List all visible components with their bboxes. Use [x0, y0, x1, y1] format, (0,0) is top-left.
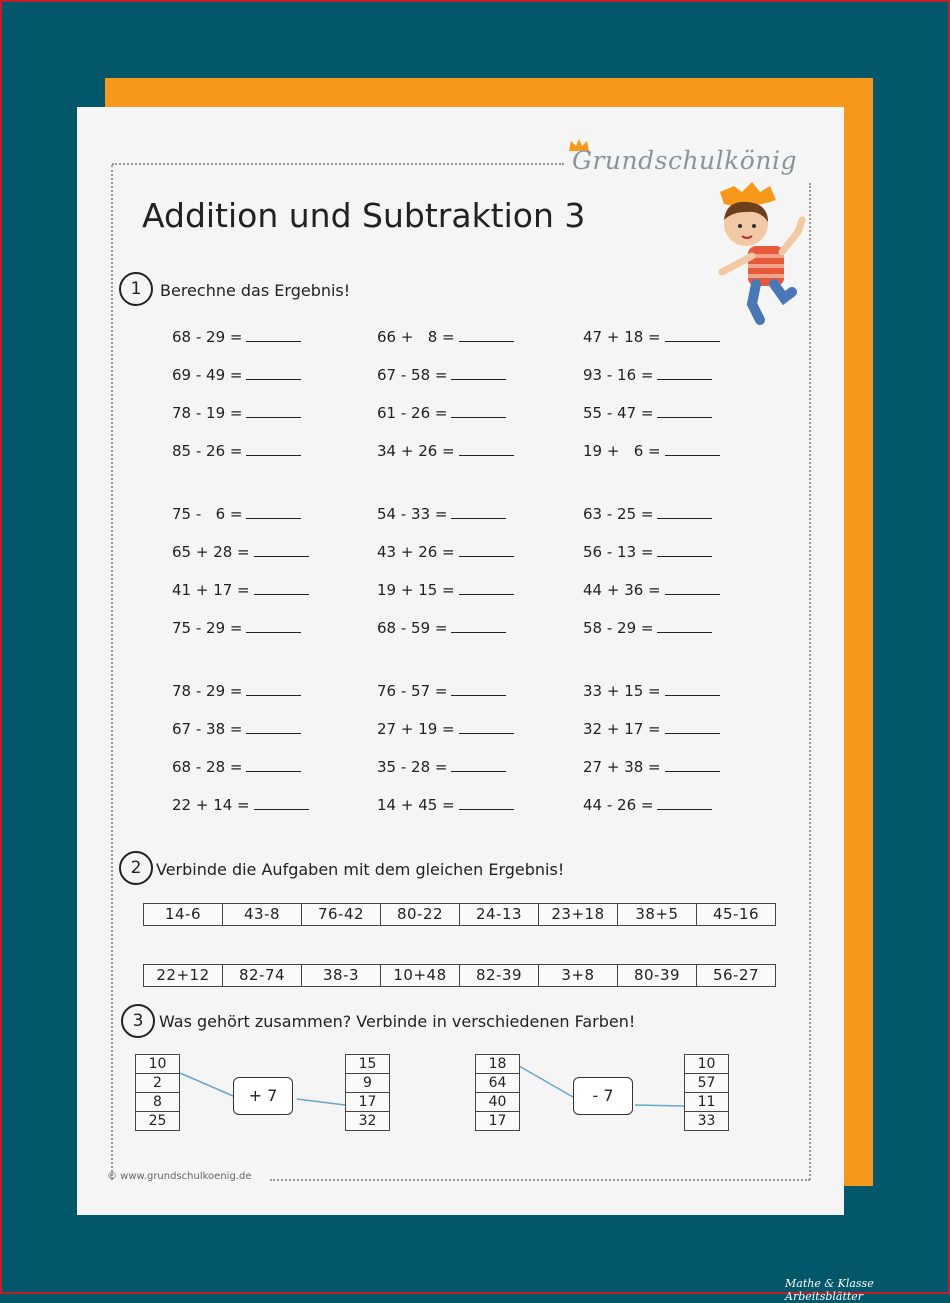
equation-text: 85 - 26 =: [172, 442, 243, 460]
task-number-3: 3: [121, 1004, 155, 1038]
strip-top-cell[interactable]: 24-13: [460, 904, 539, 925]
match-left-inputs: [135, 1054, 180, 1131]
equation-text: 33 + 15 =: [583, 682, 661, 700]
strip-bottom-cell[interactable]: 38-3: [302, 965, 381, 986]
equation-text: 47 + 18 =: [583, 328, 661, 346]
strip-bottom-cell[interactable]: 10+48: [381, 965, 460, 986]
equation-text: 56 - 13 =: [583, 543, 654, 561]
match-left-outputs: [345, 1054, 390, 1131]
match-cell[interactable]: 2: [136, 1074, 179, 1093]
equation-text: 65 + 28 =: [172, 543, 250, 561]
equation-text: 35 - 28 =: [377, 758, 448, 776]
match-cell[interactable]: 33: [697, 1113, 716, 1129]
match-cell[interactable]: 17: [488, 1113, 507, 1129]
match-cell[interactable]: 18: [476, 1055, 519, 1074]
equation-text: 68 - 59 =: [377, 619, 448, 637]
equation-text: 43 + 26 =: [377, 543, 455, 561]
match-cell[interactable]: 40: [476, 1093, 519, 1112]
equation-text: 58 - 29 =: [583, 619, 654, 637]
strip-bottom-cell[interactable]: 22+12: [144, 965, 223, 986]
equation-text: 34 + 26 =: [377, 442, 455, 460]
strip-top-cell[interactable]: 76-42: [302, 904, 381, 925]
strip-top-cell[interactable]: 80-22: [381, 904, 460, 925]
operator-box-minus: - 7: [573, 1077, 633, 1115]
strip-top-cell[interactable]: 45-16: [712, 905, 760, 923]
connector-line: [635, 1105, 684, 1106]
equation-text: 19 + 15 =: [377, 581, 455, 599]
equation-text: 19 + 6 =: [583, 442, 661, 460]
match-cell[interactable]: 9: [346, 1074, 389, 1093]
connector-line: [519, 1066, 573, 1097]
source-credit: Mathe & Klasse Arbeitsblätter: [785, 1277, 874, 1303]
equation-text: 68 - 29 =: [172, 328, 243, 346]
match-cell[interactable]: 32: [358, 1113, 377, 1129]
brand-logo: Grundschulkönig: [572, 146, 797, 175]
connector-line: [297, 1099, 345, 1105]
footer-url[interactable]: © www.grundschulkoenig.de: [107, 1171, 252, 1182]
equation-text: 67 - 58 =: [377, 366, 448, 384]
equation-text: 54 - 33 =: [377, 505, 448, 523]
equation-text: 27 + 38 =: [583, 758, 661, 776]
match-cell[interactable]: 10: [685, 1055, 728, 1074]
equation-text: 68 - 28 =: [172, 758, 243, 776]
match-cell[interactable]: 17: [346, 1093, 389, 1112]
equation-text: 69 - 49 =: [172, 366, 243, 384]
connector-line: [180, 1073, 233, 1096]
match-cell[interactable]: 11: [685, 1093, 728, 1112]
operator-box-plus: + 7: [233, 1077, 293, 1115]
task-3-instruction: Was gehört zusammen? Verbinde in verschiedenen Farben!: [159, 1012, 636, 1031]
match-right-outputs: [684, 1054, 729, 1131]
equation-text: 78 - 19 =: [172, 404, 243, 422]
equation-text: 32 + 17 =: [583, 720, 661, 738]
equation-text: 61 - 26 =: [377, 404, 448, 422]
equation-text: 67 - 38 =: [172, 720, 243, 738]
equation-text: 27 + 19 =: [377, 720, 455, 738]
equation-text: 44 + 36 =: [583, 581, 661, 599]
equation-text: 22 + 14 =: [172, 796, 250, 814]
equation-text: 66 + 8 =: [377, 328, 455, 346]
strip-bottom-cell[interactable]: 82-74: [223, 965, 302, 986]
match-cell[interactable]: 25: [148, 1113, 167, 1129]
match-cell[interactable]: 64: [476, 1074, 519, 1093]
equation-text: 41 + 17 =: [172, 581, 250, 599]
strip-top-cell[interactable]: 43-8: [223, 904, 302, 925]
equation-text: 78 - 29 =: [172, 682, 243, 700]
equation-text: 14 + 45 =: [377, 796, 455, 814]
equation-text: 63 - 25 =: [583, 505, 654, 523]
task-number-1: 1: [119, 272, 153, 306]
strip-top-cell[interactable]: 14-6: [144, 904, 223, 925]
equation-text: 93 - 16 =: [583, 366, 654, 384]
equation-text: 75 - 6 =: [172, 505, 243, 523]
strip-top-cell[interactable]: 38+5: [618, 904, 697, 925]
equation-text: 76 - 57 =: [377, 682, 448, 700]
equation-text: 55 - 47 =: [583, 404, 654, 422]
page-title: Addition und Subtraktion 3: [142, 196, 586, 235]
match-cell[interactable]: 15: [346, 1055, 389, 1074]
match-cell[interactable]: 57: [685, 1074, 728, 1093]
task-2-instruction: Verbinde die Aufgaben mit dem gleichen Ergebnis!: [156, 860, 565, 879]
equation-text: 44 - 26 =: [583, 796, 654, 814]
equation-text: 75 - 29 =: [172, 619, 243, 637]
match-right-inputs: [475, 1054, 520, 1131]
strip-bottom-cell[interactable]: 3+8: [539, 965, 618, 986]
match-cell[interactable]: 8: [136, 1093, 179, 1112]
task-1-instruction: Berechne das Ergebnis!: [160, 281, 351, 300]
strip-bottom-cell[interactable]: 56-27: [712, 966, 760, 984]
match-cell[interactable]: 10: [136, 1055, 179, 1074]
strip-top-cell[interactable]: 23+18: [539, 904, 618, 925]
strip-bottom-cell[interactable]: 80-39: [618, 965, 697, 986]
task-number-2: 2: [119, 851, 153, 885]
strip-bottom-cell[interactable]: 82-39: [460, 965, 539, 986]
